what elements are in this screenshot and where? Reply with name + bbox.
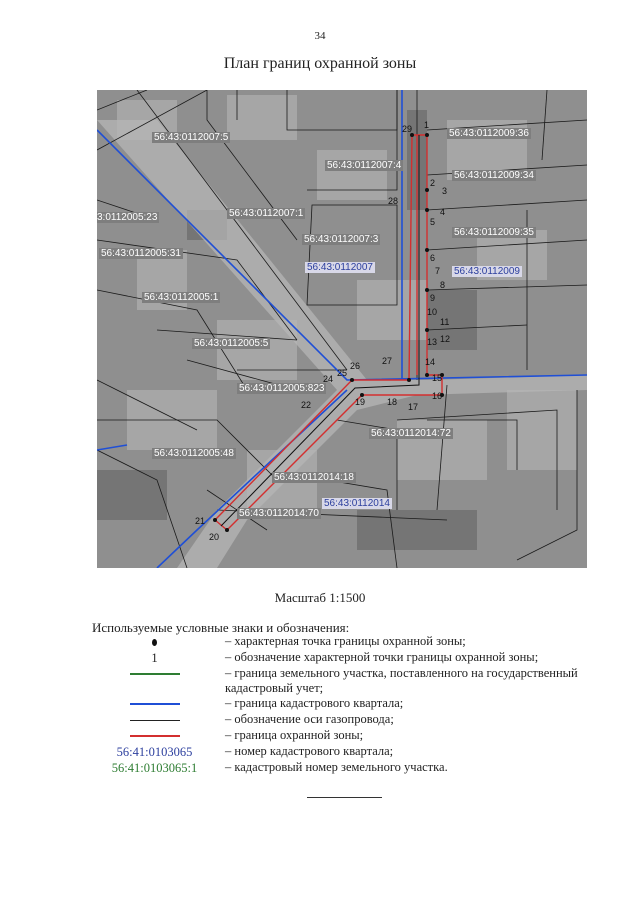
legend-row: – обозначение оси газопровода; [92, 712, 612, 728]
point-label: 2 [430, 178, 436, 188]
legend-row: – характерная точка границы охранной зоны; [92, 634, 612, 650]
point-label: 28 [388, 196, 399, 206]
page-title: План границ охранной зоны [223, 55, 417, 72]
legend-row: 56:41:0103065:1 – кадастровый номер земельного участка. [111, 760, 448, 775]
cadastral-map [97, 90, 587, 568]
green-line-icon [130, 673, 180, 675]
point-label: 3 [442, 186, 448, 196]
parcel-label: 56:43:0112007:5 [154, 132, 229, 143]
parcel-label: 56:43:0112009:34 [454, 170, 534, 181]
blue-line-icon [130, 703, 180, 705]
parcel-label: 56:43:0112005:31 [101, 248, 181, 259]
parcel-label: 56:43:0112005:48 [154, 448, 234, 459]
parcel-label: 56:43:0112014:72 [371, 428, 451, 439]
quarter-label: 56:43:0112014 [324, 498, 390, 509]
point-label: 18 [387, 397, 398, 407]
point-label: 27 [382, 356, 393, 366]
legend-row: 56:41:0103065 – номер кадастрового квартала; [116, 744, 394, 759]
point-label: 15 [432, 373, 443, 383]
page-number: 34 [314, 30, 326, 42]
map-scale: Масштаб 1:1500 [274, 590, 366, 605]
parcel-label: 56:43:0112007:1 [229, 208, 304, 219]
point-dot-icon [152, 639, 157, 646]
point-label: 11 [440, 317, 450, 327]
black-line-icon [130, 720, 180, 721]
point-label: 25 [337, 368, 348, 378]
parcel-label: 56:43:0112007:4 [327, 160, 402, 171]
legend-row: – граница кадастрового квартала; [92, 696, 612, 712]
parcel-label: 56:43:0112005:1 [144, 292, 219, 303]
legend [92, 632, 612, 776]
quarter-label: 56:43:0112009 [454, 266, 520, 277]
legend-row: – граница земельного участка, поставленного на государственный кадастровый учет; [92, 666, 612, 696]
point-label: 9 [430, 293, 436, 303]
point-label: 8 [440, 280, 446, 290]
point-label: 29 [402, 124, 413, 134]
point-label: 26 [350, 361, 361, 371]
parcel-label: 56:43:0112007:3 [304, 234, 379, 245]
point-label: 24 [323, 374, 334, 384]
signature-line [307, 797, 382, 798]
point-label: 19 [355, 397, 366, 407]
parcel-label: 56:43:0112005:5 [194, 338, 269, 349]
point-label: 16 [432, 391, 443, 401]
point-label: 21 [195, 516, 206, 526]
point-label: 13 [427, 337, 438, 347]
red-line-icon [130, 735, 180, 737]
legend-title: Используемые условные знаки и обозначения: [92, 620, 350, 635]
legend-row: – граница охранной зоны; [92, 728, 612, 744]
parcel-label: 56:43:0112014:70 [239, 508, 319, 519]
parcel-label: 56:43:0112009:36 [449, 128, 529, 139]
point-label: 10 [427, 307, 438, 317]
parcel-label: 56:43:0112014:18 [274, 472, 354, 483]
point-label: 22 [301, 400, 312, 410]
point-label: 6 [430, 253, 436, 263]
parcel-label: 3:0112005:23 [97, 212, 158, 223]
parcel-label: 56:43:0112005:823 [239, 383, 325, 394]
quarter-label: 56:43:0112007 [307, 262, 373, 273]
point-label: 12 [440, 334, 451, 344]
parcel-label: 56:43:0112009:35 [454, 227, 534, 238]
point-label: 7 [435, 266, 441, 276]
point-label: 4 [440, 207, 446, 217]
legend-row: 1 – обозначение характерной точки границы охранной зоны; [151, 650, 539, 665]
point-label: 14 [425, 357, 436, 367]
point-label: 17 [408, 402, 419, 412]
point-label: 5 [430, 217, 436, 227]
point-label: 20 [209, 532, 220, 542]
point-label: 1 [424, 120, 430, 130]
